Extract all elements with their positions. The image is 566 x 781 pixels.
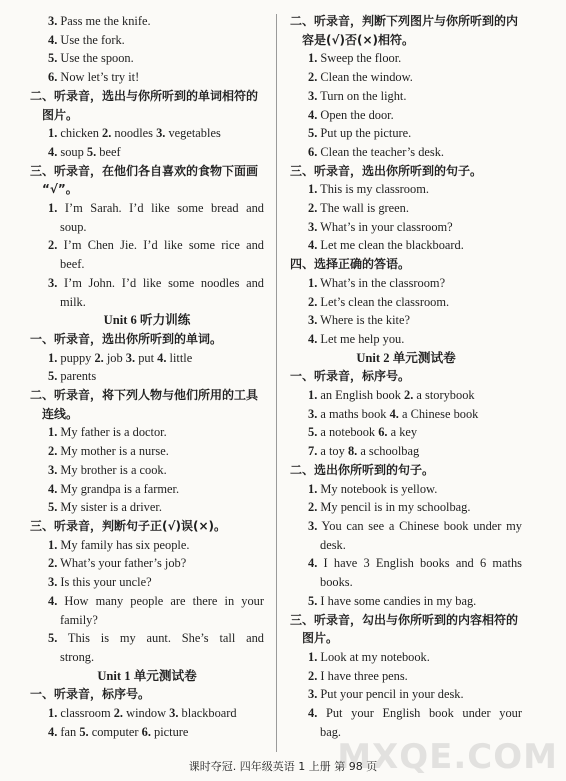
list-item: 3. My brother is a cook. [48, 462, 167, 477]
list-item: 3. I’m John. I’d like some noodles and [48, 275, 264, 290]
list-item-cont: books. [320, 575, 353, 590]
list-item: 4. Open the door. [308, 107, 394, 122]
list-item-cont: beef. [60, 257, 85, 272]
list-item: 6. Now let’s try it! [48, 70, 140, 85]
list-item: 3. Pass me the knife. [48, 14, 151, 28]
list-item-cont: strong. [60, 649, 95, 664]
list-item: 1. This is my classroom. [308, 182, 429, 197]
list-item: 4. I have 3 English books and 6 maths [308, 556, 522, 571]
question-heading-cont: 连线。 [42, 406, 79, 421]
list-item: 4. Use the fork. [48, 32, 125, 47]
list-item: 2. My pencil is in my schoolbag. [308, 500, 471, 515]
list-item: 2. I have three pens. [308, 668, 408, 683]
list-item: 2. The wall is green. [308, 201, 409, 216]
word-row: 5. a notebook 6. a key [308, 425, 418, 440]
list-item: 1. Look at my notebook. [308, 649, 430, 664]
watermark-logo: MXQE.COM [337, 737, 558, 777]
question-heading: 一、听录音，标序号。 [30, 687, 151, 702]
list-item-cont: milk. [60, 294, 86, 309]
question-heading: 四、选择正确的答语。 [290, 257, 411, 272]
list-item: 3. Put your pencil in your desk. [308, 687, 464, 702]
word-row: 1. chicken 2. noodles 3. vegetables [48, 126, 221, 141]
list-item: 1. I’m Sarah. I’d like some bread and [48, 201, 264, 216]
question-heading-cont: 图片。 [42, 107, 79, 122]
section-title: Unit 2 单元测试卷 [356, 350, 456, 365]
list-item: 5. My sister is a driver. [48, 500, 162, 515]
question-heading-cont: 图片。 [302, 631, 339, 646]
list-item: 1. Sweep the floor. [308, 51, 402, 66]
list-item: 3. What’s in your classroom? [308, 219, 453, 234]
column-divider [276, 14, 277, 752]
list-item-cont: bag. [320, 724, 341, 739]
section-title: Unit 1 单元测试卷 [97, 668, 197, 683]
list-item: 5. Use the spoon. [48, 51, 134, 66]
list-item: 1. My family has six people. [48, 537, 190, 552]
question-heading: 二、听录音，判断下列图片与你所听到的内 [290, 14, 519, 28]
question-heading: 三、听录音，判断句子正(√)误(×)。 [30, 518, 226, 533]
list-item-cont: soup. [60, 219, 87, 234]
question-heading: 三、听录音，在他们各自喜欢的食物下面画 [30, 163, 259, 178]
list-item: 4. My grandpa is a farmer. [48, 481, 180, 496]
question-heading: 三、听录音，选出你所听到的句子。 [290, 163, 483, 178]
question-heading: 二、听录音，选出与你所听到的单词相符的 [30, 88, 259, 103]
word-row: 1. classroom 2. window 3. blackboard [48, 706, 237, 721]
word-row: 7. a toy 8. a schoolbag [308, 444, 420, 459]
list-item: 5. This is my aunt. She’s tall and [48, 631, 264, 646]
question-heading: 二、选出你所听到的句子。 [290, 462, 435, 477]
section-title: Unit 6 听力训练 [103, 313, 191, 328]
list-item: 2. I’m Chen Jie. I’d like some rice and [48, 238, 264, 253]
word-row: 4. fan 5. computer 6. picture [48, 724, 189, 739]
list-item: 2. Clean the window. [308, 70, 413, 85]
question-heading: 一、听录音，标序号。 [290, 369, 411, 384]
question-heading: 三、听录音，勾出与你所听到的内容相符的 [290, 612, 519, 627]
list-item: 5. I have some candies in my bag. [308, 593, 477, 608]
list-item: 5. Put up the picture. [308, 126, 412, 141]
word-row: 4. soup 5. beef [48, 144, 121, 159]
list-item-cont: desk. [320, 537, 346, 552]
word-row: 3. a maths book 4. a Chinese book [308, 406, 479, 421]
list-item: 3. Where is the kite? [308, 313, 410, 328]
left-column [30, 12, 264, 741]
list-item: 4. Put your English book under your [308, 706, 522, 721]
list-item: 1. What’s in the classroom? [308, 275, 446, 290]
question-heading-cont: 容是(√)否(×)相符。 [302, 32, 414, 47]
list-item: 3. You can see a Chinese book under my [308, 518, 522, 533]
question-heading: 二、听录音，将下列人物与他们所用的工具 [30, 388, 259, 403]
question-heading-cont: “√”。 [42, 182, 78, 197]
list-item: 4. How many people are there in your [48, 593, 264, 608]
list-item: 3. Is this your uncle? [48, 575, 152, 590]
list-item: 2. Let’s clean the classroom. [308, 294, 450, 309]
page-footer: 课时夺冠. 四年级英语 1 上册 第 98 页 [188, 760, 378, 773]
word-row: 1. puppy 2. job 3. put 4. little [48, 350, 193, 365]
word-row: 1. an English book 2. a storybook [308, 388, 475, 403]
list-item: 2. My mother is a nurse. [48, 444, 169, 459]
right-column [290, 12, 522, 741]
list-item: 3. Turn on the light. [308, 88, 407, 103]
list-item: 1. My notebook is yellow. [308, 481, 438, 496]
word-row: 5. parents [48, 369, 97, 384]
list-item-cont: family? [60, 612, 98, 627]
list-item: 2. What’s your father’s job? [48, 556, 187, 571]
list-item: 1. My father is a doctor. [48, 425, 167, 440]
list-item: 4. Let me clean the blackboard. [308, 238, 464, 253]
list-item: 4. Let me help you. [308, 331, 405, 346]
list-item: 6. Clean the teacher’s desk. [308, 144, 445, 159]
question-heading: 一、听录音，选出你所听到的单词。 [30, 331, 223, 346]
